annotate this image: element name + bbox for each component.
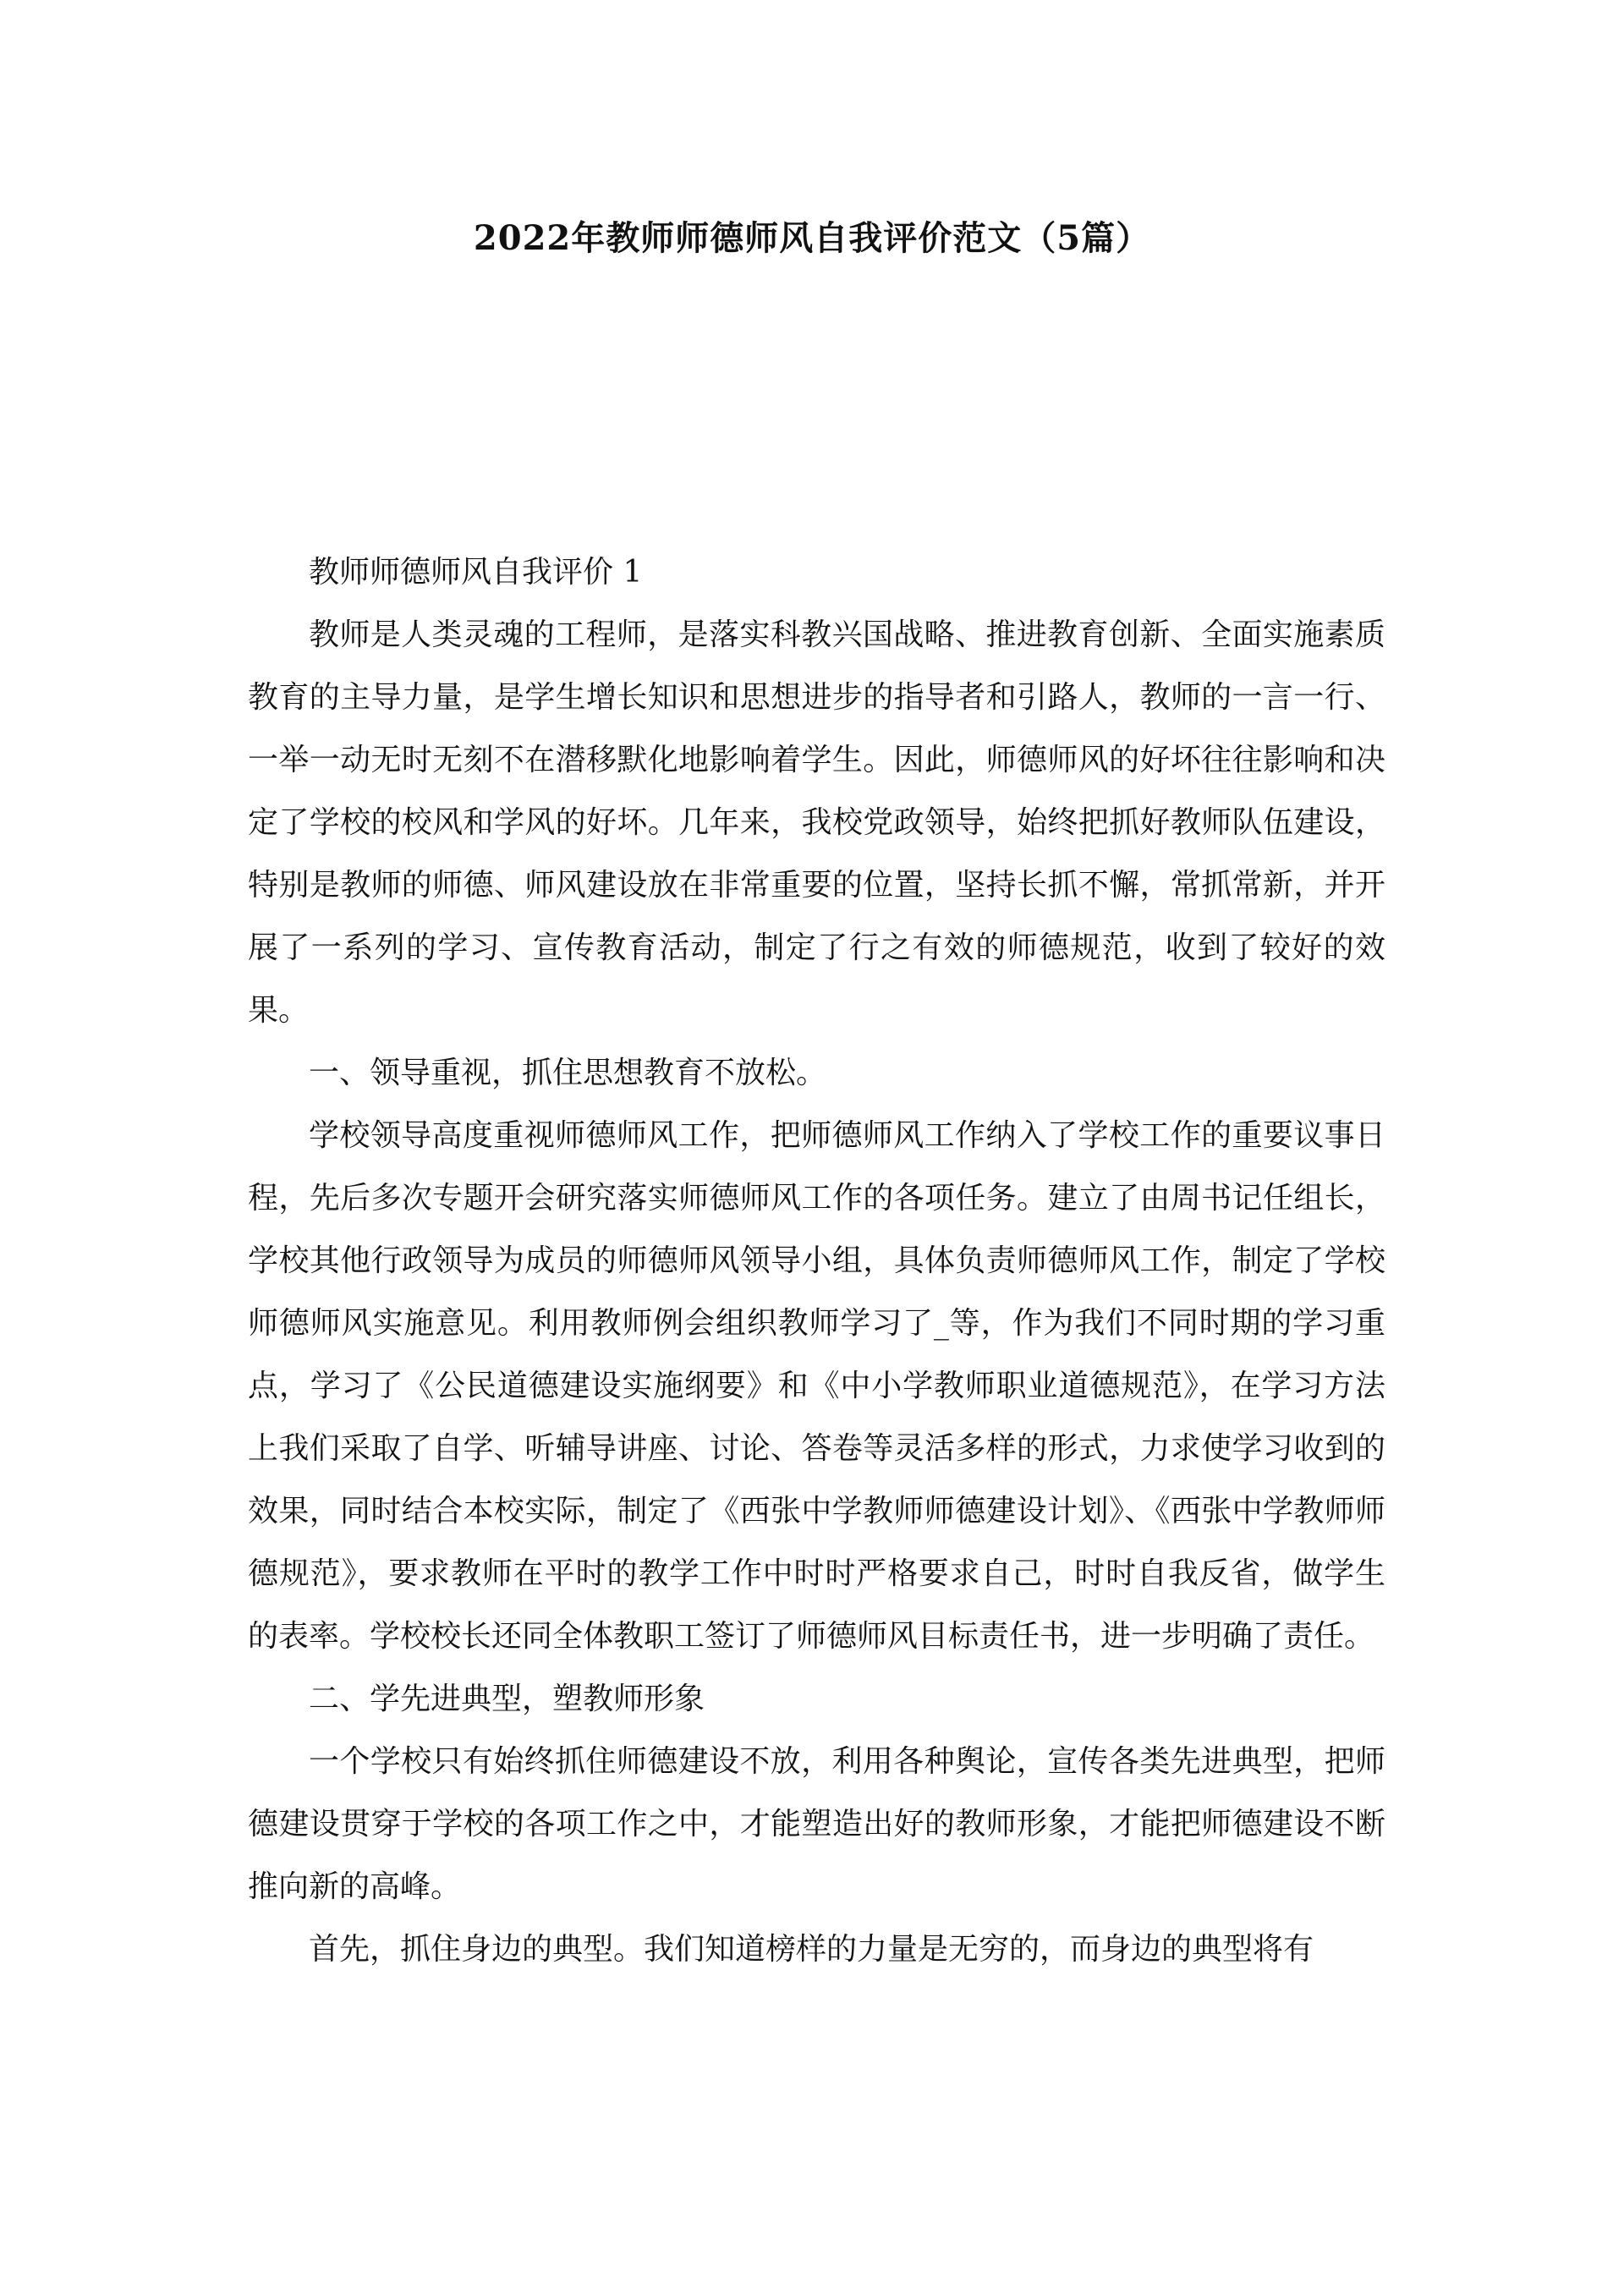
- paragraph: 一个学校只有始终抓住师德建设不放，利用各种舆论，宣传各类先进典型，把师德建设贯穿于学校的各项工作之中，才能塑造出好的教师形象，才能把师德建设不断推向新的高峰。: [248, 1744, 1385, 1904]
- section-heading-1: 教师师德师风自我评价 1: [309, 555, 643, 590]
- paragraph: 学校领导高度重视师德师风工作，把师德师风工作纳入了学校工作的重要议事日程，先后多次专题开会研究落实师德师风工作的各项任务。建立了由周书记任组长，学校其他行政领导为成员的师德师风领导小组，具体负责师德师风工作，制定了学校师德师风实施意见。利用教师例会组织教师学习了_等，作为我们不同时期的学习重点，学习了《公民道德建设实施纲要》和《中小学教师职业道德规范》，在学习方法上我们采取了自学、听辅导讲座、讨论、答卷等灵活多样的形式，力求使学习收到的效果，同时结合本校实际，制定了《西张中学教师师德建设计划》、《西张中学教师师德规范》，要求教师在平时的教学工作中时时严格要求自己，时时自我反省，做学生的表率。学校校长还同全体教职工签订了师德师风目标责任书，进一步明确了责任。: [248, 1118, 1385, 1654]
- paragraph: 首先，抓住身边的典型。我们知道榜样的力量是无穷的，而身边的典型将有: [309, 1932, 1314, 1967]
- document-body: [248, 541, 1385, 1981]
- section-heading-3: 二、学先进典型，塑教师形象: [309, 1682, 705, 1716]
- paragraph: 教师是人类灵魂的工程师，是落实科教兴国战略、推进教育创新、全面实施素质教育的主导力量，是学生增长知识和思想进步的指导者和引路人，教师的一言一行、一举一动无时无刻不在潜移默化地影响着学生。因此，师德师风的好坏往往影响和决定了学校的校风和学风的好坏。几年来，我校党政领导，始终把抓好教师队伍建设，特别是教师的师德、师风建设放在非常重要的位置，坚持长抓不懈，常抓常新，并开展了一系列的学习、宣传教育活动，制定了行之有效的师德规范，收到了较好的效果。: [248, 617, 1385, 1028]
- document-title: 2022年教师师德师风自我评价范文（5篇）: [473, 218, 1151, 258]
- section-heading-2: 一、领导重视，抓住思想教育不放松。: [309, 1056, 827, 1090]
